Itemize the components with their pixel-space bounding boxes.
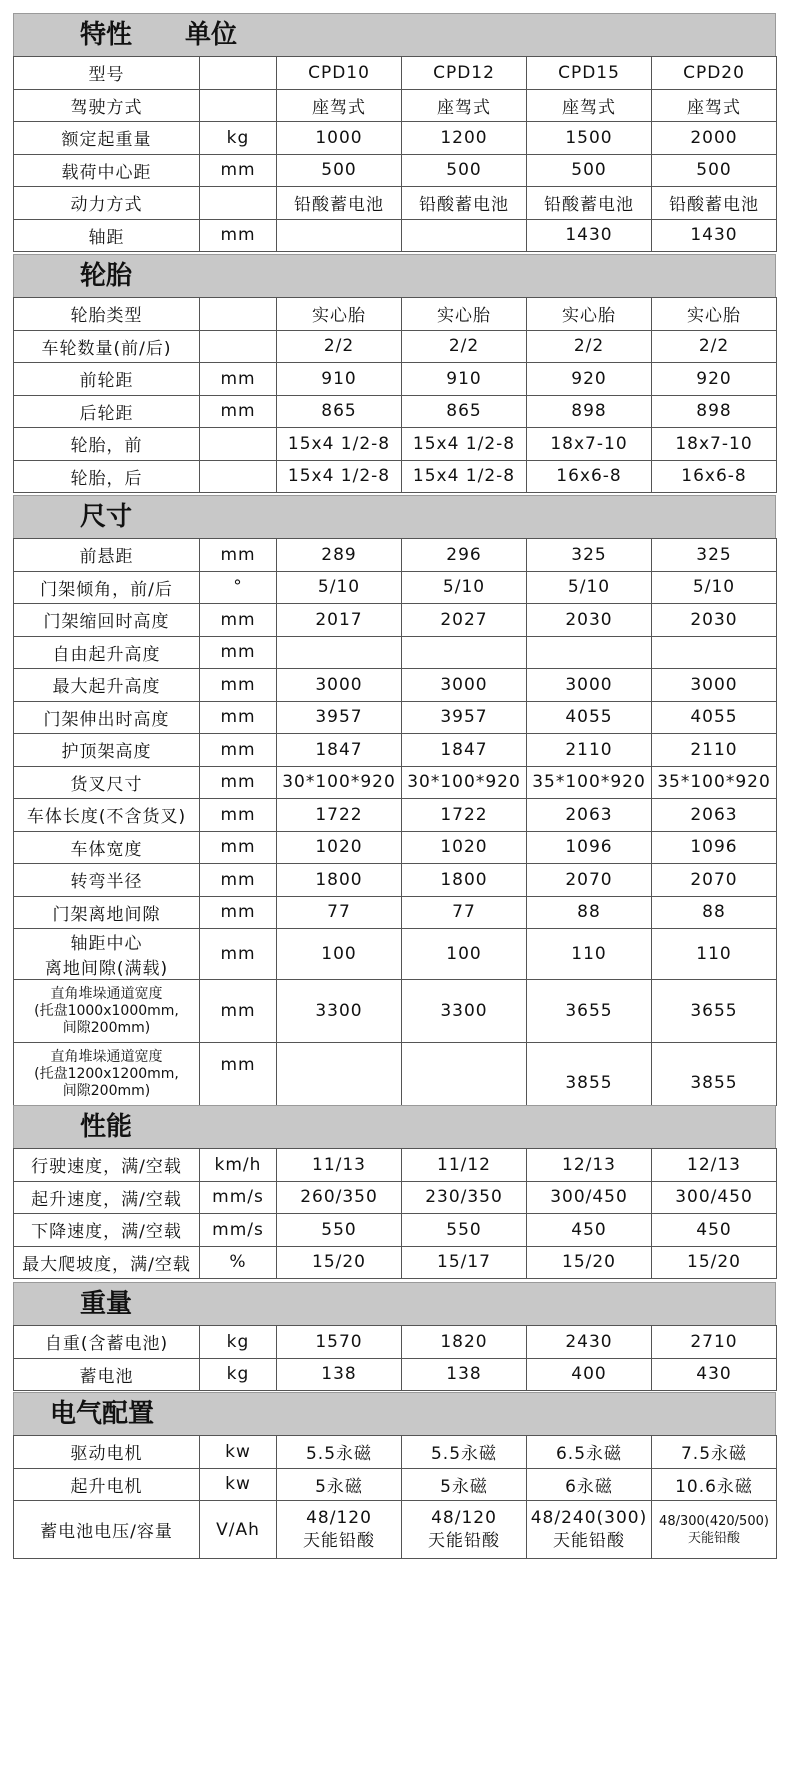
- table-row: [14, 1358, 777, 1391]
- value-cell: 898: [527, 395, 652, 428]
- table-row: [14, 604, 777, 637]
- row-unit: kg: [200, 1358, 277, 1391]
- value-cell: 座驾式: [402, 89, 527, 122]
- row-label: 轮胎，后: [14, 460, 200, 493]
- value-cell: 11/13: [277, 1149, 402, 1182]
- value-cell: 1020: [277, 831, 402, 864]
- table-row: [14, 1181, 777, 1214]
- row-unit: mm: [200, 154, 277, 187]
- row-unit: %: [200, 1246, 277, 1279]
- row-unit: mm: [200, 604, 277, 637]
- value-cell: 15/20: [527, 1246, 652, 1279]
- value-cell: 300/450: [652, 1181, 777, 1214]
- value-cell: 2000: [652, 122, 777, 155]
- value-cell: 实心胎: [527, 298, 652, 331]
- value-cell: 2/2: [402, 330, 527, 363]
- row-label: [14, 929, 200, 980]
- value-cell: 铅酸蓄电池: [652, 187, 777, 220]
- value-cell: 18x7-10: [527, 428, 652, 461]
- row-label: 门架倾角，前/后: [14, 571, 200, 604]
- value-cell: 6永磁: [527, 1468, 652, 1501]
- value-cell: 3655: [652, 980, 777, 1043]
- value-cell: 100: [277, 929, 402, 980]
- row-label: 载荷中心距: [14, 154, 200, 187]
- value-cell: 1847: [402, 734, 527, 767]
- value-cell: 16x6-8: [652, 460, 777, 493]
- value-cell: 2063: [527, 799, 652, 832]
- value-cell: 910: [277, 363, 402, 396]
- value-cell: [652, 636, 777, 669]
- value-cell: 30*100*920: [277, 766, 402, 799]
- row-unit: mm: [200, 395, 277, 428]
- value-cell: 1200: [402, 122, 527, 155]
- row-unit: mm: [200, 734, 277, 767]
- row-label: 门架伸出时高度: [14, 701, 200, 734]
- table-row: [14, 766, 777, 799]
- row-label-line: (托盘1200x1200mm,: [34, 1065, 179, 1082]
- value-cell: 300/450: [527, 1181, 652, 1214]
- table-row: [14, 330, 777, 363]
- row-label: 起升电机: [14, 1468, 200, 1501]
- value-cell: [277, 1501, 402, 1559]
- table-row: [14, 57, 777, 90]
- value-cell: 5/10: [652, 571, 777, 604]
- table-row: [14, 1501, 777, 1559]
- table-row: [14, 799, 777, 832]
- row-label: [14, 980, 200, 1043]
- row-unit: mm: [200, 636, 277, 669]
- value-cell: 3000: [277, 669, 402, 702]
- table-row: [14, 864, 777, 897]
- value-cell: 1000: [277, 122, 402, 155]
- value-cell: 5.5永磁: [402, 1436, 527, 1469]
- value-cell: [652, 1501, 777, 1559]
- value-line: 天能铅酸: [687, 1530, 740, 1546]
- value-cell: 100: [402, 929, 527, 980]
- value-cell: 865: [277, 395, 402, 428]
- value-cell: 1722: [402, 799, 527, 832]
- value-cell: 3000: [527, 669, 652, 702]
- value-cell: CPD12: [402, 57, 527, 90]
- row-label: 车轮数量(前/后): [14, 330, 200, 363]
- value-cell: 1020: [402, 831, 527, 864]
- section-title: 重量: [80, 1289, 133, 1319]
- row-unit: °: [200, 571, 277, 604]
- value-cell: 865: [402, 395, 527, 428]
- value-cell: 2/2: [277, 330, 402, 363]
- row-unit: mm: [200, 929, 277, 980]
- value-cell: 500: [402, 154, 527, 187]
- value-cell: 5/10: [277, 571, 402, 604]
- row-unit: [200, 330, 277, 363]
- value-cell: 289: [277, 539, 402, 572]
- row-unit: mm: [200, 219, 277, 252]
- section-title: 性能: [80, 1112, 133, 1142]
- value-cell: 实心胎: [652, 298, 777, 331]
- value-cell: 325: [652, 539, 777, 572]
- section-header-performance: [13, 1105, 776, 1149]
- table-row: [14, 571, 777, 604]
- value-cell: 230/350: [402, 1181, 527, 1214]
- row-unit: mm: [200, 864, 277, 897]
- value-cell: 1722: [277, 799, 402, 832]
- value-cell: 2030: [527, 604, 652, 637]
- value-cell: 铅酸蓄电池: [402, 187, 527, 220]
- row-unit: [200, 460, 277, 493]
- value-cell: 1570: [277, 1326, 402, 1359]
- table-row: [14, 219, 777, 252]
- table-dimensions: [13, 538, 777, 1106]
- row-unit: [200, 89, 277, 122]
- row-unit: mm: [200, 831, 277, 864]
- value-cell: 2017: [277, 604, 402, 637]
- table-row: [14, 831, 777, 864]
- value-cell: 920: [652, 363, 777, 396]
- value-cell: 3655: [527, 980, 652, 1043]
- value-cell: 3300: [277, 980, 402, 1043]
- value-cell: 110: [527, 929, 652, 980]
- section-header-weight: [13, 1282, 776, 1326]
- value-cell: 3000: [652, 669, 777, 702]
- value-cell: 2/2: [652, 330, 777, 363]
- value-cell: 500: [527, 154, 652, 187]
- value-cell: 260/350: [277, 1181, 402, 1214]
- table-weight: [13, 1325, 777, 1391]
- value-cell: 1096: [652, 831, 777, 864]
- unit-heading: 单位: [185, 20, 238, 50]
- table-electrical: [13, 1435, 777, 1559]
- value-cell: 铅酸蓄电池: [277, 187, 402, 220]
- row-label: 最大起升高度: [14, 669, 200, 702]
- table-row: [14, 896, 777, 929]
- value-cell: 910: [402, 363, 527, 396]
- value-cell: [402, 1501, 527, 1559]
- row-label: 蓄电池: [14, 1358, 200, 1391]
- value-cell: 1430: [652, 219, 777, 252]
- table-row: [14, 669, 777, 702]
- value-cell: [527, 636, 652, 669]
- value-cell: 2027: [402, 604, 527, 637]
- value-cell: 15x4 1/2-8: [277, 428, 402, 461]
- value-cell: [277, 219, 402, 252]
- section-title: 特性: [80, 20, 133, 50]
- value-cell: 3000: [402, 669, 527, 702]
- value-cell: 3300: [402, 980, 527, 1043]
- value-cell: 2710: [652, 1326, 777, 1359]
- value-cell: 15/20: [652, 1246, 777, 1279]
- row-unit: mm: [200, 980, 277, 1043]
- row-label: 货叉尺寸: [14, 766, 200, 799]
- table-row: [14, 1043, 777, 1106]
- value-cell: 15/17: [402, 1246, 527, 1279]
- value-cell: 500: [277, 154, 402, 187]
- row-unit: mm: [200, 896, 277, 929]
- value-cell: 450: [652, 1214, 777, 1247]
- row-label: 蓄电池电压/容量: [14, 1501, 200, 1559]
- row-unit: mm: [200, 669, 277, 702]
- value-cell: 7.5永磁: [652, 1436, 777, 1469]
- value-cell: 5永磁: [277, 1468, 402, 1501]
- value-line: 48/300(420/500): [659, 1513, 769, 1529]
- row-unit: mm: [200, 539, 277, 572]
- value-cell: 898: [652, 395, 777, 428]
- value-cell: 1500: [527, 122, 652, 155]
- row-unit: mm: [200, 766, 277, 799]
- value-cell: [277, 1043, 402, 1106]
- value-cell: 6.5永磁: [527, 1436, 652, 1469]
- table-row: [14, 298, 777, 331]
- table-row: [14, 929, 777, 980]
- value-cell: [527, 1501, 652, 1559]
- table-row: [14, 428, 777, 461]
- table-row: [14, 460, 777, 493]
- row-label-line: 间隙200mm): [62, 1019, 151, 1036]
- value-cell: 400: [527, 1358, 652, 1391]
- section-header-dimensions: [13, 495, 776, 539]
- table-row: [14, 1326, 777, 1359]
- value-line: 48/240(300): [530, 1507, 648, 1528]
- table-row: [14, 1214, 777, 1247]
- row-label-line: 直角堆垛通道宽度: [50, 985, 163, 1002]
- value-cell: 3957: [402, 701, 527, 734]
- row-unit: mm: [200, 701, 277, 734]
- value-cell: 1800: [277, 864, 402, 897]
- value-cell: 10.6永磁: [652, 1468, 777, 1501]
- row-label: 动力方式: [14, 187, 200, 220]
- value-cell: 5/10: [527, 571, 652, 604]
- value-cell: 5/10: [402, 571, 527, 604]
- value-cell: 1847: [277, 734, 402, 767]
- value-cell: 铅酸蓄电池: [527, 187, 652, 220]
- value-cell: 15x4 1/2-8: [277, 460, 402, 493]
- value-cell: 920: [527, 363, 652, 396]
- row-label: 自重(含蓄电池): [14, 1326, 200, 1359]
- row-unit: [200, 298, 277, 331]
- value-cell: 5永磁: [402, 1468, 527, 1501]
- value-cell: 2430: [527, 1326, 652, 1359]
- value-cell: 2070: [527, 864, 652, 897]
- row-label-line: 轴距中心: [70, 934, 143, 954]
- row-label: 起升速度，满/空载: [14, 1181, 200, 1214]
- row-label: 额定起重量: [14, 122, 200, 155]
- table-row: [14, 636, 777, 669]
- value-cell: 3957: [277, 701, 402, 734]
- table-basic: [13, 56, 777, 252]
- row-label: [14, 1043, 200, 1106]
- row-unit: kw: [200, 1436, 277, 1469]
- row-unit: mm/s: [200, 1214, 277, 1247]
- row-label-line: 间隙200mm): [62, 1082, 151, 1099]
- table-row: [14, 395, 777, 428]
- row-unit: [200, 428, 277, 461]
- row-unit: mm: [200, 363, 277, 396]
- value-cell: 4055: [652, 701, 777, 734]
- table-row: [14, 980, 777, 1043]
- row-unit: V/Ah: [200, 1501, 277, 1559]
- row-unit: km/h: [200, 1149, 277, 1182]
- row-label: 轮胎，前: [14, 428, 200, 461]
- value-cell: 实心胎: [277, 298, 402, 331]
- section-header-electrical: [13, 1392, 776, 1436]
- row-label: 护顶架高度: [14, 734, 200, 767]
- value-cell: 1096: [527, 831, 652, 864]
- value-cell: [402, 219, 527, 252]
- value-cell: 88: [527, 896, 652, 929]
- row-label: 自由起升高度: [14, 636, 200, 669]
- value-cell: 138: [402, 1358, 527, 1391]
- value-cell: 1800: [402, 864, 527, 897]
- row-label: 轴距: [14, 219, 200, 252]
- value-cell: 3855: [652, 1043, 777, 1106]
- row-unit: mm: [200, 1043, 277, 1106]
- value-line: 48/120: [306, 1507, 372, 1528]
- value-line: 48/120: [431, 1507, 497, 1528]
- value-cell: 550: [277, 1214, 402, 1247]
- value-cell: 11/12: [402, 1149, 527, 1182]
- value-cell: [402, 1043, 527, 1106]
- value-cell: 88: [652, 896, 777, 929]
- row-unit: [200, 187, 277, 220]
- row-label: 下降速度，满/空载: [14, 1214, 200, 1247]
- value-cell: CPD10: [277, 57, 402, 90]
- row-unit: mm: [200, 799, 277, 832]
- row-unit: mm/s: [200, 1181, 277, 1214]
- row-label-line: 离地间隙(满载): [44, 959, 169, 979]
- value-cell: 2110: [652, 734, 777, 767]
- value-cell: 1820: [402, 1326, 527, 1359]
- value-line: 天能铅酸: [428, 1530, 500, 1551]
- row-label: 行驶速度，满/空载: [14, 1149, 200, 1182]
- value-cell: 15x4 1/2-8: [402, 460, 527, 493]
- table-row: [14, 1468, 777, 1501]
- value-cell: 3855: [527, 1043, 652, 1106]
- row-unit: [200, 57, 277, 90]
- section-title: 电气配置: [50, 1399, 155, 1429]
- row-label: 门架缩回时高度: [14, 604, 200, 637]
- row-label: 前轮距: [14, 363, 200, 396]
- value-cell: 77: [402, 896, 527, 929]
- value-cell: 18x7-10: [652, 428, 777, 461]
- value-cell: 12/13: [527, 1149, 652, 1182]
- value-cell: 5.5永磁: [277, 1436, 402, 1469]
- section-title: 轮胎: [80, 261, 133, 291]
- section-title: 尺寸: [80, 502, 133, 532]
- row-label: 转弯半径: [14, 864, 200, 897]
- value-cell: 座驾式: [527, 89, 652, 122]
- value-cell: [277, 636, 402, 669]
- value-cell: 15x4 1/2-8: [402, 428, 527, 461]
- value-cell: 16x6-8: [527, 460, 652, 493]
- row-label: 前悬距: [14, 539, 200, 572]
- table-tires: [13, 297, 777, 493]
- row-label: 驱动电机: [14, 1436, 200, 1469]
- row-label: 驾驶方式: [14, 89, 200, 122]
- value-cell: 2110: [527, 734, 652, 767]
- value-cell: 35*100*920: [652, 766, 777, 799]
- row-unit: kg: [200, 1326, 277, 1359]
- section-header-features: [13, 13, 776, 57]
- table-row: [14, 122, 777, 155]
- value-cell: [402, 636, 527, 669]
- table-row: [14, 539, 777, 572]
- row-label: 门架离地间隙: [14, 896, 200, 929]
- value-cell: 座驾式: [652, 89, 777, 122]
- row-label: 后轮距: [14, 395, 200, 428]
- value-cell: 实心胎: [402, 298, 527, 331]
- row-label-line: 直角堆垛通道宽度: [50, 1048, 163, 1065]
- table-row: [14, 1436, 777, 1469]
- row-label: 型号: [14, 57, 200, 90]
- value-cell: 550: [402, 1214, 527, 1247]
- table-performance: [13, 1148, 777, 1279]
- row-label-line: (托盘1000x1000mm,: [34, 1002, 179, 1019]
- value-cell: 2030: [652, 604, 777, 637]
- value-line: 天能铅酸: [553, 1530, 625, 1551]
- value-cell: 座驾式: [277, 89, 402, 122]
- value-cell: 12/13: [652, 1149, 777, 1182]
- value-line: 天能铅酸: [303, 1530, 375, 1551]
- row-unit: kg: [200, 122, 277, 155]
- value-cell: 77: [277, 896, 402, 929]
- value-cell: 1430: [527, 219, 652, 252]
- value-cell: 138: [277, 1358, 402, 1391]
- table-row: [14, 1246, 777, 1279]
- table-row: [14, 701, 777, 734]
- value-cell: CPD20: [652, 57, 777, 90]
- value-cell: 2/2: [527, 330, 652, 363]
- table-row: [14, 734, 777, 767]
- table-row: [14, 1149, 777, 1182]
- value-cell: 325: [527, 539, 652, 572]
- value-cell: 2063: [652, 799, 777, 832]
- row-unit: kw: [200, 1468, 277, 1501]
- row-label: 车体长度(不含货叉): [14, 799, 200, 832]
- value-cell: 430: [652, 1358, 777, 1391]
- value-cell: 4055: [527, 701, 652, 734]
- value-cell: 30*100*920: [402, 766, 527, 799]
- table-row: [14, 363, 777, 396]
- row-label: 车体宽度: [14, 831, 200, 864]
- value-cell: 296: [402, 539, 527, 572]
- value-cell: CPD15: [527, 57, 652, 90]
- section-header-tires: [13, 254, 776, 298]
- row-label: 最大爬坡度，满/空载: [14, 1246, 200, 1279]
- value-cell: 500: [652, 154, 777, 187]
- table-row: [14, 187, 777, 220]
- value-cell: 110: [652, 929, 777, 980]
- table-row: [14, 89, 777, 122]
- row-label: 轮胎类型: [14, 298, 200, 331]
- value-cell: 450: [527, 1214, 652, 1247]
- table-row: [14, 154, 777, 187]
- value-cell: 15/20: [277, 1246, 402, 1279]
- value-cell: 35*100*920: [527, 766, 652, 799]
- value-cell: 2070: [652, 864, 777, 897]
